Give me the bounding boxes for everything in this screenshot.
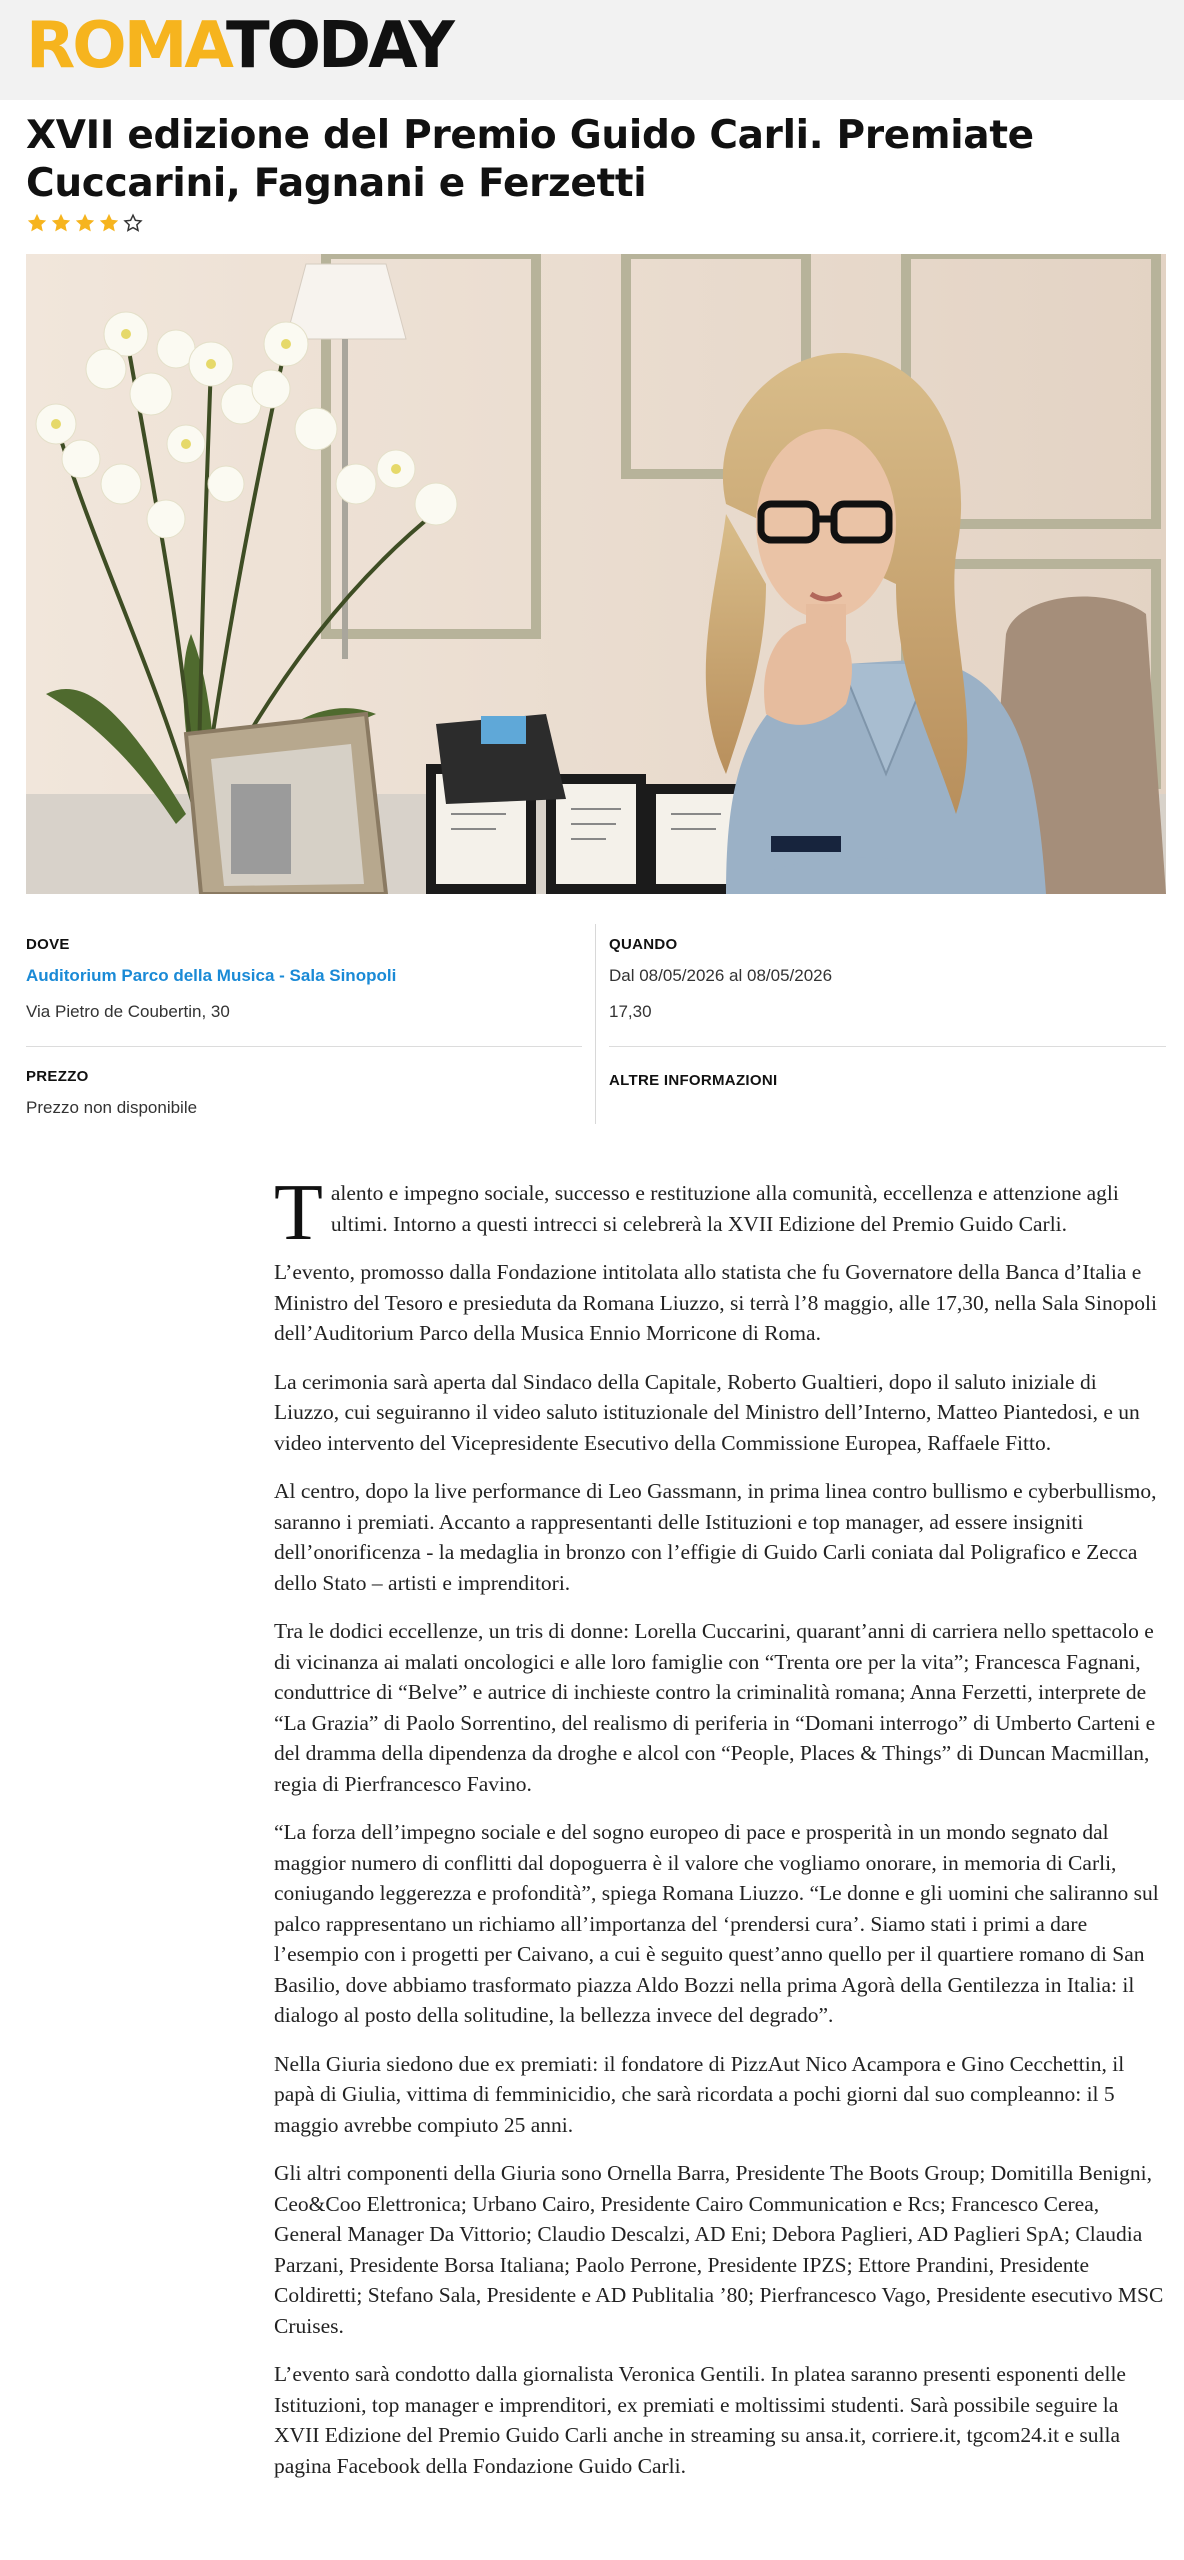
info-column-divider: [595, 924, 596, 1124]
site-logo[interactable]: [26, 9, 452, 83]
event-time: 17,30: [609, 1002, 652, 1021]
venue-address: Via Pietro de Coubertin, 30: [26, 1002, 230, 1021]
article-paragraph: La cerimonia sarà aperta dal Sindaco della Capitale, Roberto Gualtieri, dopo il saluto iniziale di Liuzzo, cui seguiranno il video saluto istituzionale del Ministro dell’Interno, Matteo Piantedosi, e un video intervento del Vicepresidente Esecutivo della Commissione Europea, Raffaele Fitto.: [274, 1369, 1140, 1455]
logo-today: TODAY: [225, 9, 452, 83]
star-filled-icon[interactable]: [98, 212, 120, 234]
dove-label: DOVE: [26, 936, 70, 953]
site-header: [0, 0, 1184, 100]
article-paragraph: Al centro, dopo la live performance di Leo Gassmann, in prima linea contro bullismo e cyberbullismo, saranno i premiati. Accanto a rappresentanti delle Istituzioni e top manager, ad essere insigniti dell’onorificenza - la medaglia in bronzo con l’effigie di Guido Carli coniata dal Poligrafico e Zecca dello Stato – artisti e imprenditori.: [274, 1479, 1157, 1595]
drop-cap: T: [274, 1169, 323, 1257]
article-paragraph: L’evento sarà condotto dalla giornalista Veronica Gentili. In platea saranno presenti esponenti delle Istituzioni, top manager e imprenditori, ex premiati e moltissimi studenti. Sarà possibile seguire la XVII Edizione del Premio Guido Carli anche in streaming su ansa.it, corriere.it, tgcom24.it e sulla pagina Facebook della Fondazione Guido Carli.: [274, 2362, 1126, 2478]
article-paragraph: [274, 1169, 1164, 1257]
article-paragraph: Tra le dodici eccellenze, un tris di donne: Lorella Cuccarini, quarant’anni di carriera nello spettacolo e di vicinanza ai malati oncologici e alle loro famiglie con “Trenta ore per la vita”; Francesca Fagnani, conduttrice di “Belve” e autrice di inchieste contro la criminalità romana; Anna Ferzetti, interprete de “La Grazia” di Paolo Sorrentino, del realismo di periferia in “Domani interrogo” di Umberto Carteni e del dramma della dipendenza da droghe e alcol con “People, Places & Things” di Duncan Macmillan, regia di Pierfrancesco Favino.: [274, 1619, 1156, 1796]
star-filled-icon[interactable]: [26, 212, 48, 234]
info-row-divider-left: [26, 1046, 582, 1047]
hero-illustration: [26, 254, 1166, 894]
star-filled-icon[interactable]: [50, 212, 72, 234]
article-paragraph: “La forza dell’impegno sociale e del sogno europeo di pace e prosperità in un mondo segnato dal maggior numero di conflitti dal dopoguerra è il valore che vogliamo onorare, in memoria di Carli, coniugando leggerezza e profondità”, spiega Romana Liuzzo. “Le donne e gli uomini che saliranno sul palco rappresentano un richiamo all’importanza del ‘prendersi cura’. Siamo stati i primi a dare l’esempio con i progetti per Caivano, a cui è seguito quest’anno quello per il quartiere romano di San Basilio, dove abbiamo trasformato piazza Aldo Bozzi nella prima Agorà della Gentilezza in Italia: il dialogo al posto della solitudine, la bellezza invece del degrado”.: [274, 1820, 1159, 2027]
rating-stars[interactable]: [26, 212, 144, 236]
altre-informazioni-label[interactable]: ALTRE INFORMAZIONI: [609, 1072, 778, 1089]
event-info: [26, 924, 1166, 1124]
hero-image: [26, 254, 1166, 894]
quando-label: QUANDO: [609, 936, 678, 953]
info-row-divider-right: [609, 1046, 1166, 1047]
venue-link[interactable]: Auditorium Parco della Musica - Sala Sinopoli: [26, 966, 397, 985]
paragraph-text: alento e impegno sociale, successo e restituzione alla comunità, eccellenza e attenzione agli ultimi. Intorno a questi intrecci si celebrerà la XVII Edizione del Premio Guido Carli.: [330, 1181, 1119, 1236]
article-paragraph: Nella Giuria siedono due ex premiati: il fondatore di PizzAut Nico Acampora e Gino Cecchettin, il papà di Giulia, vittima di femminicidio, che sarà ricordata a pochi giorni dal suo compleanno: il 5 maggio avrebbe compiuto 25 anni.: [274, 2051, 1125, 2137]
star-filled-icon[interactable]: [74, 212, 96, 234]
prezzo-label: PREZZO: [26, 1068, 89, 1085]
article-title: XVII edizione del Premio Guido Carli. Premiate Cuccarini, Fagnani e Ferzetti: [26, 113, 1034, 206]
article-body: [274, 1169, 1164, 2499]
event-dates: Dal 08/05/2026 al 08/05/2026: [609, 966, 833, 985]
article-paragraph: Gli altri componenti della Giuria sono Ornella Barra, Presidente The Boots Group; Domitilla Benigni, Ceo&Coo Elettronica; Urbano Cairo, Presidente Cairo Communication e Rcs; Francesco Cerea, General Manager Da Vittorio; Claudio Descalzi, AD Eni; Debora Paglieri, AD Paglieri SpA; Claudia Parzani, Presidente Borsa Italiana; Paolo Perrone, Presidente IPZS; Ettore Prandini, Presidente Coldiretti; Stefano Sala, Presidente e AD Publitalia ’80; Pierfrancesco Vago, Presidente esecutivo MSC Cruises.: [274, 2161, 1164, 2338]
price-value: Prezzo non disponibile: [26, 1098, 198, 1117]
logo-roma: ROMA: [26, 9, 226, 83]
article-paragraph: L’evento, promosso dalla Fondazione intitolata allo statista che fu Governatore della Banca d’Italia e Ministro del Tesoro e presieduta da Romana Liuzzo, si terrà l’8 maggio, alle 17,30, nella Sala Sinopoli dell’Auditorium Parco della Musica Ennio Morricone di Roma.: [274, 1260, 1157, 1345]
star-empty-icon[interactable]: [122, 212, 144, 234]
